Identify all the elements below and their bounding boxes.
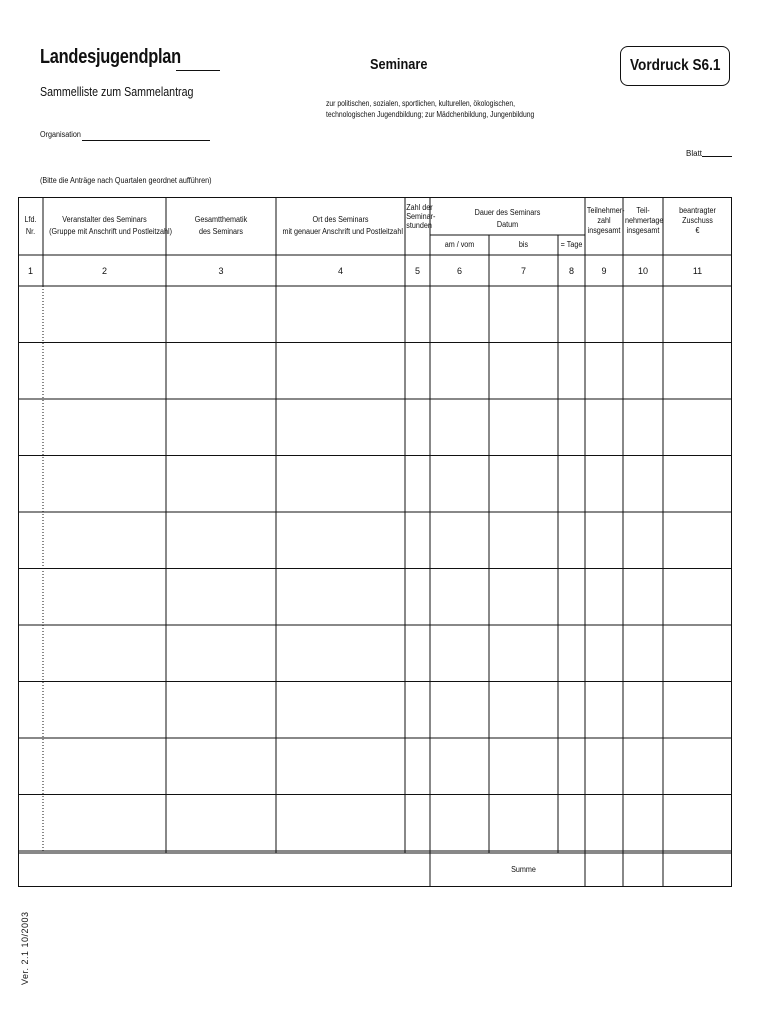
table-cell[interactable] [430, 512, 489, 569]
table-cell[interactable] [623, 738, 663, 795]
column-header: stunden [406, 221, 432, 230]
column-number: 1 [27, 266, 33, 276]
table-cell[interactable] [166, 343, 276, 400]
table-cell[interactable] [43, 795, 166, 852]
column-header: mit genauer Anschrift und Postleitzahl [282, 227, 403, 236]
table-cell[interactable] [489, 399, 558, 456]
column-number: 5 [414, 266, 420, 276]
table-cell[interactable] [43, 399, 166, 456]
section-description [326, 98, 534, 120]
table-cell[interactable] [430, 399, 489, 456]
column-header: Lfd. [24, 215, 37, 224]
table-cell[interactable] [166, 795, 276, 852]
column-header: Teilnehmer- [586, 206, 625, 215]
table-cell[interactable] [489, 682, 558, 739]
table-cell[interactable] [18, 399, 43, 456]
table-cell[interactable] [276, 286, 405, 343]
table-cell[interactable] [663, 738, 732, 795]
table-cell[interactable] [405, 569, 430, 626]
column-number: 4 [337, 266, 343, 276]
section-title: Seminare [370, 56, 428, 73]
column-header: Ort des Seminars [312, 215, 369, 224]
summe-label: Summe [511, 865, 536, 874]
table-cell[interactable] [276, 795, 405, 852]
column-number: 2 [101, 266, 107, 276]
column-header: (Gruppe mit Anschrift und Postleitzahl) [49, 227, 173, 236]
table-cell[interactable] [405, 286, 430, 343]
table-cell[interactable] [166, 625, 276, 682]
table-cell[interactable] [43, 738, 166, 795]
form-code-badge [620, 46, 730, 86]
table-cell[interactable] [405, 795, 430, 852]
table-cell[interactable] [43, 512, 166, 569]
table-cell[interactable] [405, 343, 430, 400]
table-cell[interactable] [43, 286, 166, 343]
table-cell[interactable] [276, 569, 405, 626]
table-cell[interactable] [585, 625, 623, 682]
table-cell[interactable] [430, 286, 489, 343]
dauer-subheader: Datum [496, 220, 519, 229]
column-header: Gesamtthematik [194, 215, 248, 224]
column-header: Zuschuss [682, 216, 713, 225]
column-number: 10 [637, 266, 648, 276]
organisation-label: Organisation [40, 130, 81, 139]
table-cell[interactable] [166, 286, 276, 343]
column-header: insgesamt [626, 226, 660, 235]
table-cell[interactable] [430, 795, 489, 852]
table-cell[interactable] [663, 625, 732, 682]
table-cell[interactable] [623, 399, 663, 456]
table-cell[interactable] [405, 456, 430, 513]
table-cell[interactable] [489, 512, 558, 569]
table-cell[interactable] [405, 738, 430, 795]
table-cell[interactable] [489, 456, 558, 513]
table-cell[interactable] [430, 738, 489, 795]
table-cell[interactable] [276, 456, 405, 513]
table-cell[interactable] [405, 625, 430, 682]
table-cell[interactable] [585, 399, 623, 456]
description-line-2: technologischen Jugendbildung; zur Mädchenbildung, Jungenbildung [326, 110, 535, 119]
blatt-label: Blatt [686, 149, 703, 158]
column-subheader: bis [518, 240, 529, 249]
column-subheader: = Tage [560, 240, 583, 249]
table-cell[interactable] [43, 682, 166, 739]
form-title: Landesjugendplan [40, 46, 181, 68]
table-cell[interactable] [276, 512, 405, 569]
table-cell[interactable] [276, 343, 405, 400]
table-cell[interactable] [166, 399, 276, 456]
table-cell[interactable] [663, 795, 732, 852]
table-cell[interactable] [585, 738, 623, 795]
form-subtitle: Sammelliste zum Sammelantrag [40, 84, 194, 99]
table-cell[interactable] [18, 738, 43, 795]
column-header: Teil- [636, 206, 650, 215]
table-cell[interactable] [623, 343, 663, 400]
table-cell[interactable] [405, 399, 430, 456]
table-cell[interactable] [276, 682, 405, 739]
table-cell[interactable] [663, 512, 732, 569]
column-header: Veranstalter des Seminars [62, 215, 147, 224]
column-header: Zahl der [406, 203, 433, 212]
table-cell[interactable] [558, 456, 585, 513]
table-cell[interactable] [430, 625, 489, 682]
table-cell[interactable] [558, 286, 585, 343]
table-cell[interactable] [585, 456, 623, 513]
table-cell[interactable] [663, 456, 732, 513]
dauer-header: Dauer des Seminars [474, 208, 541, 217]
table-cell[interactable] [405, 682, 430, 739]
table-cell[interactable] [663, 682, 732, 739]
table-cell[interactable] [166, 682, 276, 739]
table-cell[interactable] [585, 343, 623, 400]
table-cell[interactable] [558, 399, 585, 456]
table-cell[interactable] [489, 569, 558, 626]
table-cell[interactable] [585, 286, 623, 343]
table-cell[interactable] [623, 682, 663, 739]
blatt-field[interactable] [702, 156, 732, 157]
table-cell[interactable] [558, 795, 585, 852]
column-header: des Seminars [198, 227, 244, 236]
column-number: 9 [601, 266, 607, 276]
table-cell[interactable] [585, 682, 623, 739]
table-cell[interactable] [623, 569, 663, 626]
column-header: € [695, 226, 700, 235]
table-cell[interactable] [43, 343, 166, 400]
table-cell[interactable] [489, 625, 558, 682]
table-cell[interactable] [276, 625, 405, 682]
organisation-field[interactable] [82, 140, 210, 141]
table-cell[interactable] [489, 738, 558, 795]
title-fill-line[interactable] [176, 70, 220, 71]
table-cell[interactable] [585, 512, 623, 569]
instruction-note: (Bitte die Anträge nach Quartalen geordnet aufführen) [40, 176, 212, 185]
table-cell[interactable] [430, 569, 489, 626]
table-cell[interactable] [18, 286, 43, 343]
table-cell[interactable] [558, 343, 585, 400]
table-cell[interactable] [623, 795, 663, 852]
table-cell[interactable] [405, 512, 430, 569]
table-cell[interactable] [166, 512, 276, 569]
table-cell[interactable] [623, 286, 663, 343]
table-cell[interactable] [18, 682, 43, 739]
table-cell[interactable] [663, 399, 732, 456]
column-subheader: am / vom [444, 240, 475, 249]
table-cell[interactable] [276, 738, 405, 795]
table-cell[interactable] [558, 738, 585, 795]
table-cell[interactable] [43, 569, 166, 626]
table-cell[interactable] [18, 456, 43, 513]
table-cell[interactable] [585, 795, 623, 852]
table-text-layer [18, 197, 732, 887]
seminar-table [18, 197, 732, 887]
column-header: Seminar- [406, 212, 436, 221]
table-cell[interactable] [558, 682, 585, 739]
table-cell[interactable] [663, 343, 732, 400]
table-cell[interactable] [430, 682, 489, 739]
table-cell[interactable] [166, 569, 276, 626]
column-number: 7 [520, 266, 526, 276]
table-cell[interactable] [623, 512, 663, 569]
table-cell[interactable] [166, 738, 276, 795]
column-number: 6 [456, 266, 462, 276]
table-cell[interactable] [18, 343, 43, 400]
column-number: 8 [568, 266, 574, 276]
column-header: beantragter [679, 206, 716, 215]
table-cell[interactable] [558, 625, 585, 682]
table-cell[interactable] [623, 456, 663, 513]
description-line-1: zur politischen, sozialen, sportlichen, kulturellen, ökologischen, [326, 99, 515, 108]
version-label: Ver. 2.1 10/2003 [20, 911, 30, 985]
table-cell[interactable] [663, 286, 732, 343]
table-cell[interactable] [166, 456, 276, 513]
table-cell[interactable] [558, 512, 585, 569]
column-header: nehmertage [625, 216, 664, 225]
table-cell[interactable] [585, 569, 623, 626]
column-header: Nr. [25, 227, 36, 236]
table-cell[interactable] [18, 625, 43, 682]
form-code-label: Vordruck S6.1 [629, 57, 721, 74]
table-cell[interactable] [489, 343, 558, 400]
table-cell[interactable] [276, 399, 405, 456]
table-cell[interactable] [18, 795, 43, 852]
table-cell[interactable] [663, 569, 732, 626]
table-cell[interactable] [558, 569, 585, 626]
table-cell[interactable] [43, 625, 166, 682]
column-number: 3 [218, 266, 224, 276]
table-cell[interactable] [489, 286, 558, 343]
table-cell[interactable] [430, 456, 489, 513]
table-cell[interactable] [18, 569, 43, 626]
table-cell[interactable] [623, 625, 663, 682]
table-cell[interactable] [430, 343, 489, 400]
column-header: insgesamt [587, 226, 621, 235]
column-header: zahl [597, 216, 611, 225]
table-cell[interactable] [489, 795, 558, 852]
table-cell[interactable] [43, 456, 166, 513]
column-number: 11 [692, 266, 703, 276]
table-cell[interactable] [18, 512, 43, 569]
